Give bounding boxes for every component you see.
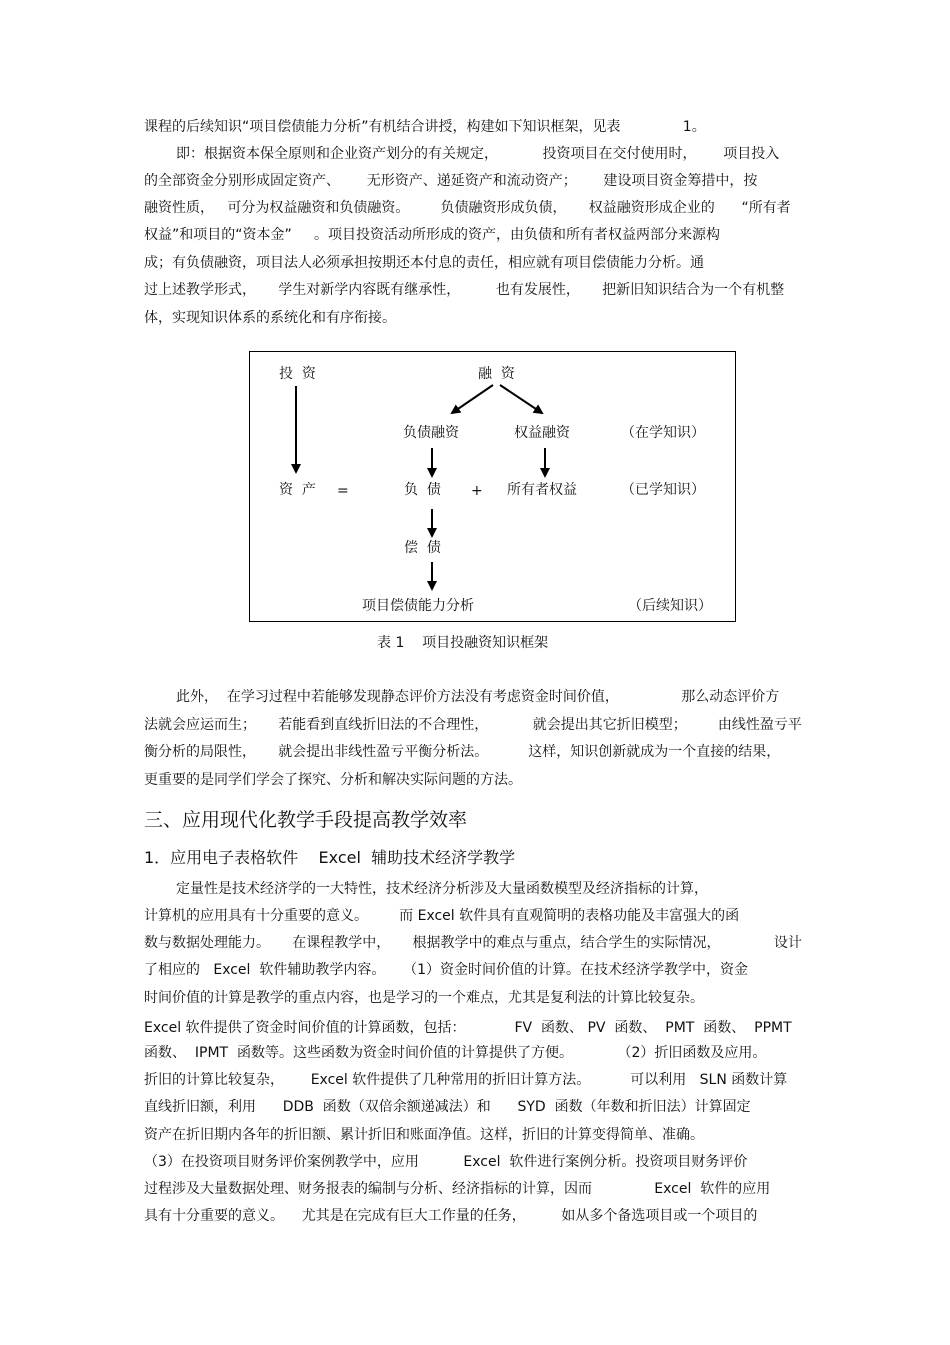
- label-assets: 资 产: [279, 482, 316, 498]
- para3-line-3: 数与数据处理能力。 在课程教学中， 根据教学中的难点与重点，结合学生的实际情况， 设计: [144, 935, 802, 951]
- label-debt-financing: 负债融资: [403, 425, 459, 441]
- label-repayment: 偿 债: [404, 540, 441, 556]
- para1-line-2: 即：根据资本保全原则和企业资产划分的有关规定， 投资项目在交付使用时， 项目投入: [176, 146, 780, 162]
- label-financing: 融 资: [478, 366, 515, 382]
- para1-line-4: 融资性质， 可分为权益融资和负债融资。 负债融资形成负债， 权益融资形成企业的 “所有者: [144, 200, 791, 216]
- arrow-financing-to-equity: [500, 385, 542, 413]
- para3-line-5: 时间价值的计算是教学的重点内容，也是学习的一个难点，尤其是复利法的计算比较复杂。: [144, 990, 704, 1006]
- para2-line-2: 法就会应运而生； 若能看到直线折旧法的不合理性， 就会提出其它折旧模型； 由线性盈亏平: [144, 717, 802, 733]
- para1-line-7: 过上述教学形式， 学生对新学内容既有继承性， 也有发展性， 把新旧知识结合为一个有机整: [144, 282, 785, 298]
- para3-line-4: 了相应的 Excel 软件辅助教学内容。 （1）资金时间价值的计算。在技术经济学教学中，资金: [144, 962, 749, 978]
- para1-line-3: 的全部资金分别形成固定资产、 无形资产、递延资产和流动资产； 建设项目资金筹措中，按: [144, 173, 758, 189]
- para3-line-12: 过程涉及大量数据处理、财务报表的编制与分析、经济指标的计算，因而 Excel 软件的应用: [144, 1181, 771, 1197]
- para3-line-11: （3）在投资项目财务评价案例教学中，应用 Excel 软件进行案例分析。投资项目财务评价: [144, 1154, 748, 1170]
- label-follow-up: （后续知识）: [628, 598, 712, 614]
- para3-line-10: 资产在折旧期内各年的折旧额、累计折旧和账面净值。这样，折旧的计算变得简单、准确。: [144, 1127, 704, 1143]
- subsection-heading: 1．应用电子表格软件 Excel 辅助技术经济学教学: [144, 848, 516, 867]
- label-liabilities: 负 债: [404, 482, 441, 498]
- para3-line-6: Excel 软件提供了资金时间价值的计算函数，包括： FV 函数、 PV 函数、 PMT 函数、 PPMT: [144, 1020, 792, 1036]
- para3-line-9: 直线折旧额，利用 DDB 函数（双倍余额递减法）和 SYD 函数（年数和折旧法）计算固定: [144, 1099, 751, 1115]
- label-learned: （已学知识）: [621, 482, 705, 498]
- label-solvency-analysis: 项目偿债能力分析: [362, 598, 474, 614]
- label-equals: =: [337, 483, 349, 499]
- para1-line-1: 课程的后续知识“项目偿债能力分析”有机结合讲授，构建如下知识框架，见表 1。: [144, 119, 706, 135]
- para2-line-4: 更重要的是同学们学会了探究、分析和解决实际问题的方法。: [144, 772, 522, 788]
- arrow-financing-to-debt: [452, 385, 493, 413]
- para3-line-1: 定量性是技术经济学的一大特性，技术经济分析涉及大量函数模型及经济指标的计算，: [176, 881, 708, 897]
- para1-line-8: 体，实现知识体系的系统化和有序衔接。: [144, 310, 396, 326]
- para3-line-13: 具有十分重要的意义。 尤其是在完成有巨大工作量的任务， 如从多个备选项目或一个项目的: [144, 1208, 758, 1224]
- para2-line-3: 衡分析的局限性， 就会提出非线性盈亏平衡分析法。 这样，知识创新就成为一个直接的结果，: [144, 744, 781, 760]
- para1-line-5: 权益”和项目的“资本金” 。项目投资活动所形成的资产，由负债和所有者权益两部分来源构: [144, 227, 721, 243]
- label-plus: +: [471, 483, 483, 499]
- para1-line-6: 成；有负债融资，项目法人必须承担按期还本付息的责任，相应就有项目偿债能力分析。通: [144, 255, 704, 271]
- label-owners-equity: 所有者权益: [507, 482, 577, 498]
- para2-line-1: 此外， 在学习过程中若能够发现静态评价方法没有考虑资金时间价值， 那么动态评价方: [176, 689, 780, 705]
- para3-line-2: 计算机的应用具有十分重要的意义。 而 Excel 软件具有直观简明的表格功能及丰富强大的函: [144, 908, 740, 924]
- para3-line-7: 函数、 IPMT 函数等。这些函数为资金时间价值的计算提供了方便。 （2）折旧函数及应用。: [144, 1045, 767, 1061]
- label-equity-financing: 权益融资: [514, 425, 570, 441]
- para3-line-8: 折旧的计算比较复杂， Excel 软件提供了几种常用的折旧计算方法。 可以利用 SLN 函数计算: [144, 1072, 788, 1088]
- label-learning-now: （在学知识）: [621, 425, 705, 441]
- section-heading: 三、应用现代化教学手段提高教学效率: [144, 809, 468, 831]
- knowledge-framework-diagram: [249, 351, 736, 622]
- diagram-caption: 表 1 项目投融资知识框架: [377, 635, 549, 651]
- label-investment: 投 资: [279, 366, 316, 382]
